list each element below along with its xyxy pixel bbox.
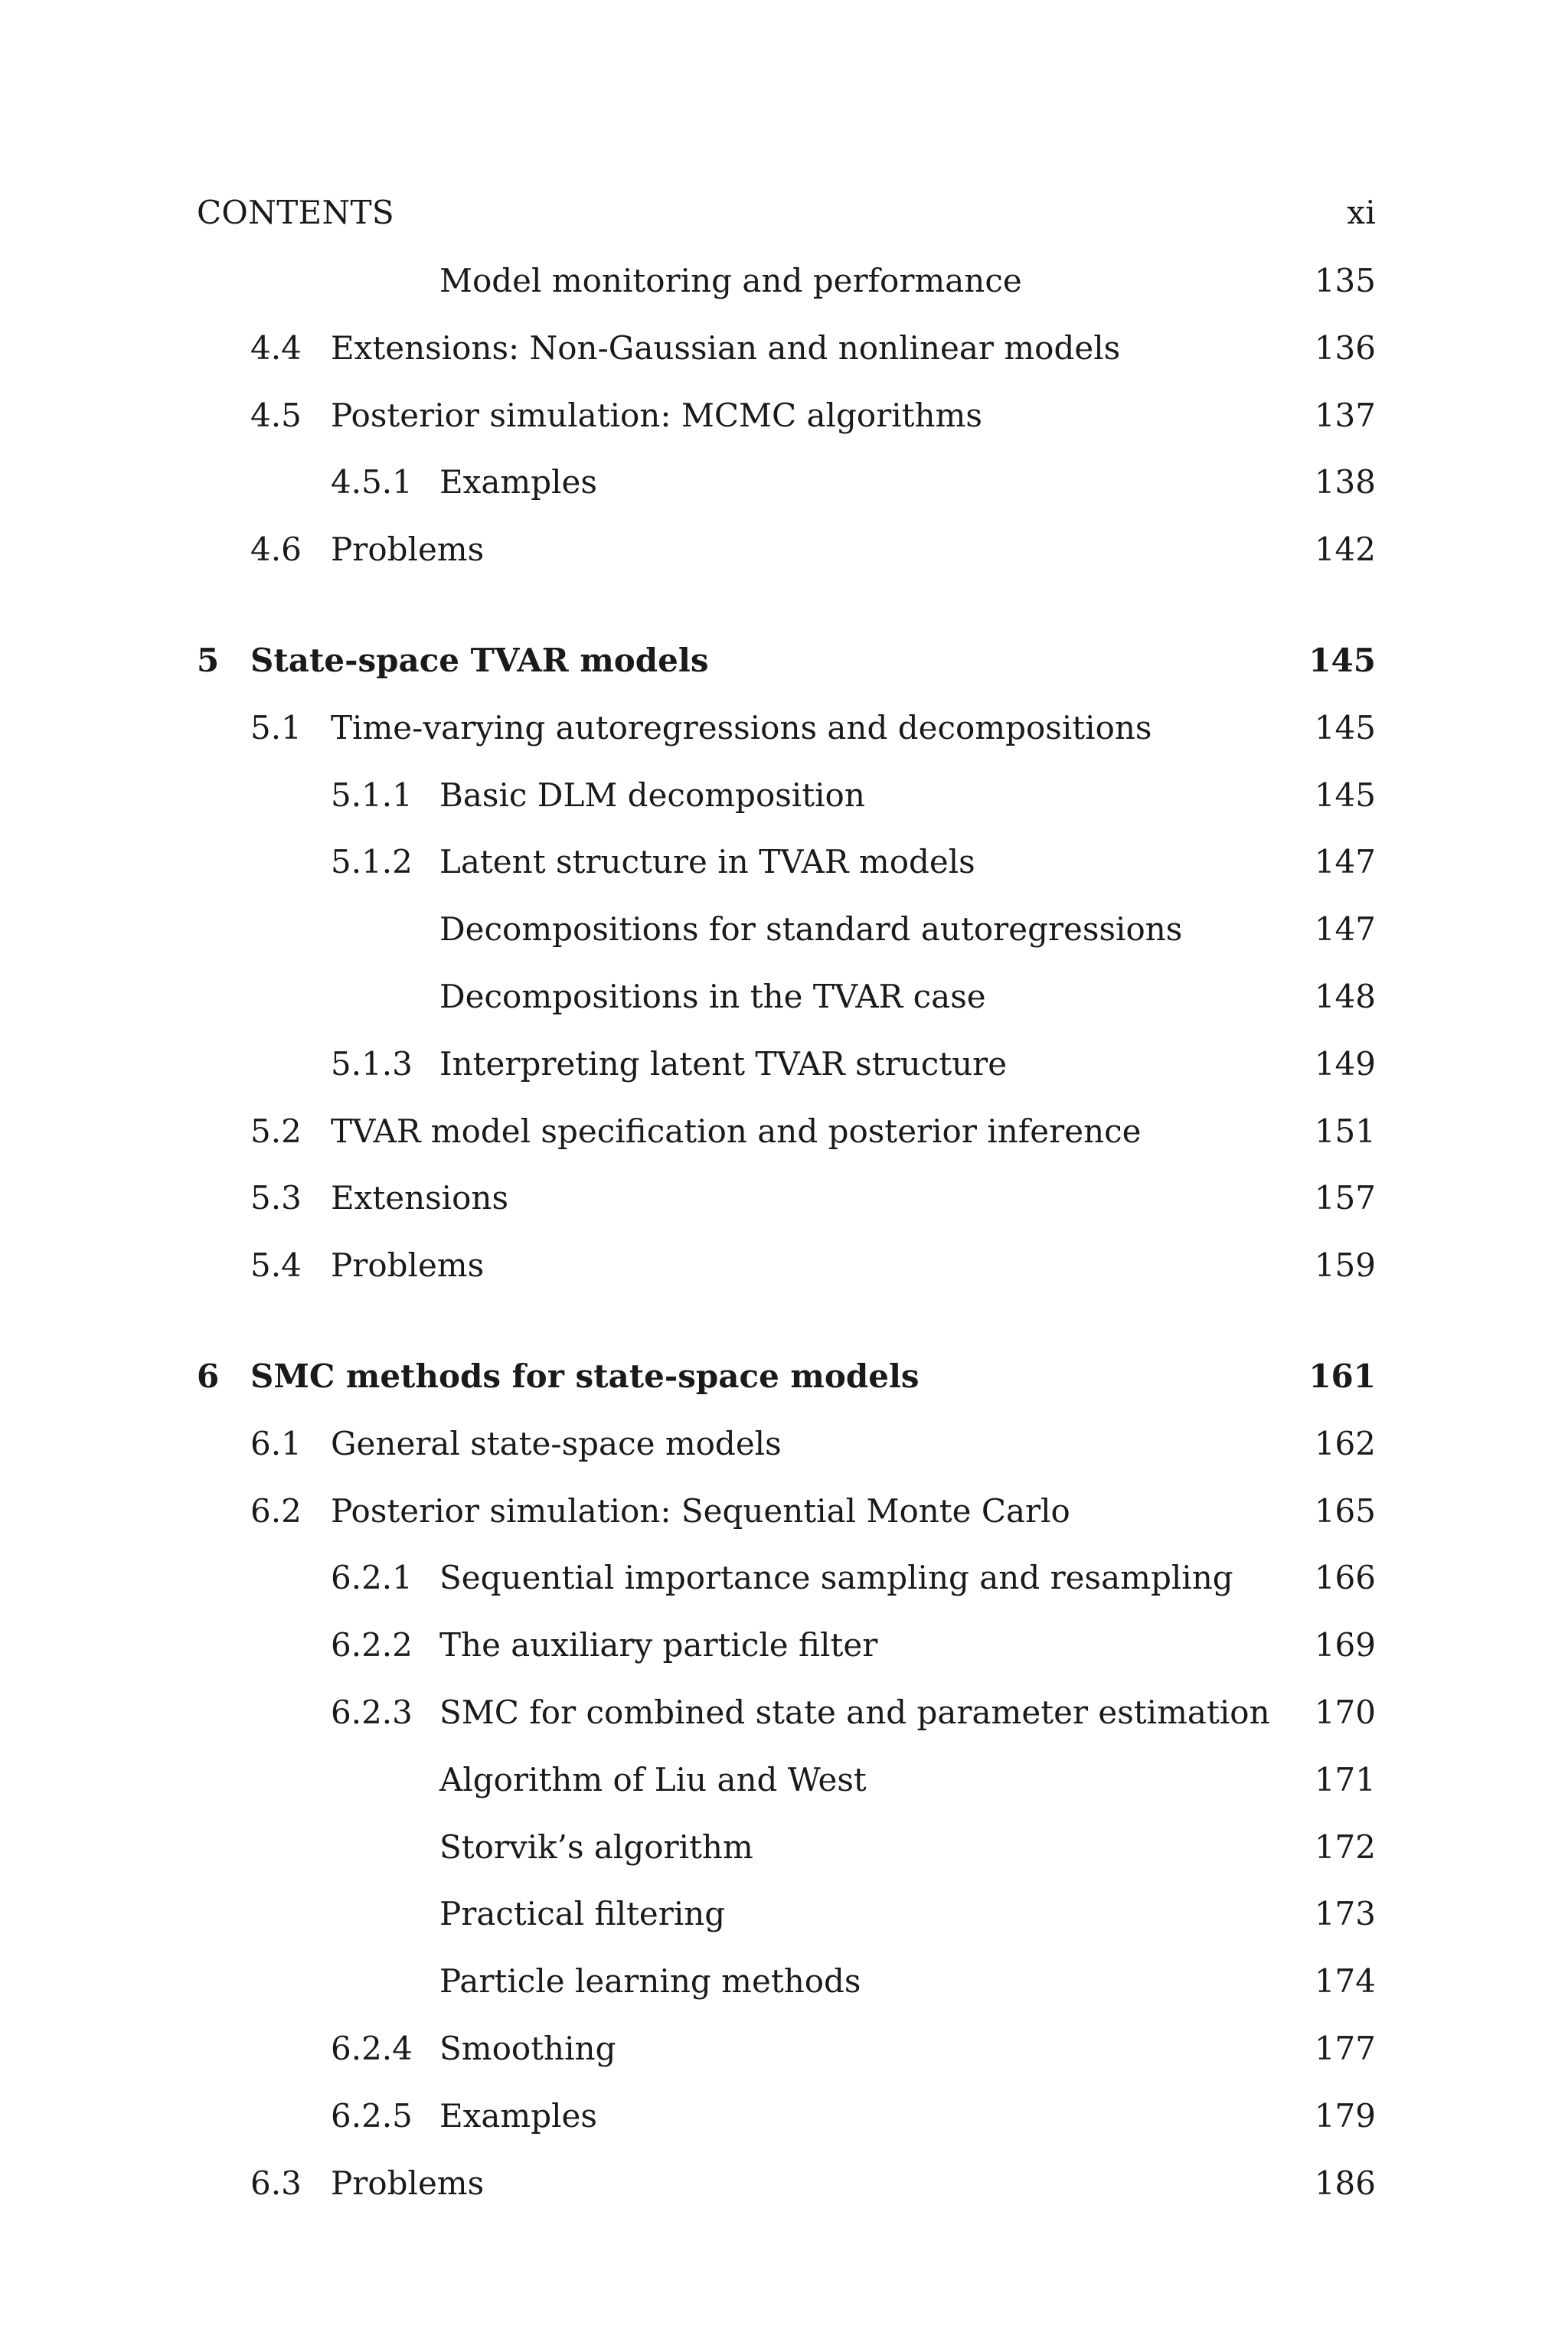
toc-paragraph-entry	[197, 974, 1376, 1020]
toc-entry-number: 5.3	[250, 1179, 302, 1217]
toc-entry-page-number: 149	[1314, 1045, 1376, 1083]
toc-entry-page-number: 171	[1314, 1761, 1376, 1798]
toc-entry-title: Extensions	[331, 1179, 509, 1217]
toc-subsection-entry	[197, 773, 1376, 818]
toc-chapter-entry	[197, 638, 1376, 684]
toc-entry-page-number: 186	[1314, 2164, 1376, 2202]
toc-entry-page-number: 172	[1314, 1828, 1376, 1866]
toc-entry-number: 6.3	[250, 2164, 302, 2202]
toc-entry-title: Practical filtering	[439, 1895, 726, 1932]
running-header-page-number: xi	[1347, 194, 1376, 231]
toc-subsection-entry	[197, 1555, 1376, 1601]
toc-entry-title: Extensions: Non-Gaussian and nonlinear models	[331, 329, 1121, 367]
toc-entry-title: Particle learning methods	[439, 1962, 861, 2000]
toc-entry-title: Time-varying autoregressions and decompositions	[331, 709, 1152, 746]
toc-paragraph-entry	[197, 1958, 1376, 2004]
toc-entry-page-number: 165	[1314, 1492, 1376, 1530]
toc-entry-title: Algorithm of Liu and West	[439, 1761, 867, 1798]
toc-entry-page-number: 161	[1308, 1357, 1376, 1395]
toc-entry-title: Examples	[439, 2097, 597, 2135]
toc-entry-page-number: 137	[1314, 397, 1376, 434]
toc-subsection-entry	[197, 459, 1376, 505]
toc-subsection-entry	[197, 1041, 1376, 1087]
toc-entry-page-number: 179	[1314, 2097, 1376, 2135]
toc-entry-page-number: 136	[1314, 329, 1376, 367]
toc-section-entry	[197, 527, 1376, 573]
toc-entry-number: 6.2	[250, 1492, 302, 1530]
toc-entry-page-number: 138	[1314, 463, 1376, 501]
toc-entry-number: 6.2.5	[331, 2097, 413, 2135]
toc-subsection-entry	[197, 1690, 1376, 1736]
running-header-title: CONTENTS	[197, 194, 394, 231]
toc-entry-title: SMC methods for state-space models	[250, 1357, 920, 1395]
toc-paragraph-entry	[197, 906, 1376, 952]
toc-entry-title: Posterior simulation: Sequential Monte Carlo	[331, 1492, 1070, 1530]
toc-entry-number: 6.2.3	[331, 1694, 413, 1731]
toc-entry-page-number: 162	[1314, 1425, 1376, 1462]
toc-entry-title: Problems	[331, 2164, 485, 2202]
toc-entry-title: TVAR model specification and posterior inference	[331, 1112, 1142, 1150]
toc-entry-page-number: 147	[1314, 910, 1376, 948]
toc-entry-number: 6.2.2	[331, 1626, 413, 1664]
toc-entry-page-number: 177	[1314, 2030, 1376, 2067]
toc-entry-page-number: 142	[1314, 531, 1376, 568]
running-header	[197, 190, 1376, 236]
toc-entry-title: Posterior simulation: MCMC algorithms	[331, 397, 982, 434]
toc-entry-title: General state-space models	[331, 1425, 782, 1462]
toc-paragraph-entry	[197, 1824, 1376, 1870]
toc-entry-number: 5	[197, 642, 220, 679]
toc-entry-page-number: 145	[1308, 642, 1376, 679]
toc-entry-title: State-space TVAR models	[250, 642, 709, 679]
toc-entry-page-number: 159	[1314, 1246, 1376, 1284]
toc-entry-title: Smoothing	[439, 2030, 616, 2067]
toc-entry-number: 5.2	[250, 1112, 302, 1150]
toc-entry-number: 5.1.2	[331, 843, 413, 880]
toc-entry-page-number: 135	[1314, 262, 1376, 299]
toc-entry-page-number: 166	[1314, 1559, 1376, 1596]
toc-entry-number: 6.2.1	[331, 1559, 413, 1596]
toc-paragraph-entry	[197, 258, 1376, 304]
toc-section-entry	[197, 325, 1376, 371]
toc-entry-page-number: 145	[1314, 776, 1376, 814]
toc-section-entry	[197, 1175, 1376, 1221]
toc-entry-page-number: 174	[1314, 1962, 1376, 2000]
toc-entry-number: 4.6	[250, 531, 302, 568]
toc-paragraph-entry	[197, 1757, 1376, 1803]
toc-entry-page-number: 145	[1314, 709, 1376, 746]
toc-subsection-entry	[197, 1622, 1376, 1668]
toc-entry-title: Model monitoring and performance	[439, 262, 1022, 299]
toc-subsection-entry	[197, 2026, 1376, 2072]
toc-section-entry	[197, 705, 1376, 751]
toc-entry-title: Problems	[331, 1246, 485, 1284]
toc-entry-page-number: 148	[1314, 978, 1376, 1015]
toc-entry-title: Interpreting latent TVAR structure	[439, 1045, 1008, 1083]
toc-entry-title: The auxiliary particle filter	[439, 1626, 878, 1664]
toc-entry-number: 5.1.1	[331, 776, 413, 814]
toc-entry-number: 5.1.3	[331, 1045, 413, 1083]
toc-section-entry	[197, 1488, 1376, 1534]
toc-entry-number: 5.1	[250, 709, 302, 746]
toc-entry-title: Sequential importance sampling and resampling	[439, 1559, 1233, 1596]
toc-paragraph-entry	[197, 1891, 1376, 1937]
toc-entry-page-number: 170	[1314, 1694, 1376, 1731]
toc-entry-page-number: 169	[1314, 1626, 1376, 1664]
toc-entry-page-number: 147	[1314, 843, 1376, 880]
toc-section-entry	[197, 1421, 1376, 1467]
toc-entry-title: Problems	[331, 531, 485, 568]
toc-entry-page-number: 173	[1314, 1895, 1376, 1932]
toc-subsection-entry	[197, 2093, 1376, 2139]
toc-chapter-entry	[197, 1354, 1376, 1400]
toc-entry-number: 6.2.4	[331, 2030, 413, 2067]
toc-entry-title: Examples	[439, 463, 597, 501]
toc-entry-title: Storvik’s algorithm	[439, 1828, 753, 1866]
toc-entry-number: 5.4	[250, 1246, 302, 1284]
toc-subsection-entry	[197, 839, 1376, 885]
toc-entry-number: 4.4	[250, 329, 302, 367]
toc-entry-page-number: 151	[1314, 1112, 1376, 1150]
toc-entry-title: Latent structure in TVAR models	[439, 843, 975, 880]
toc-entry-title: Decompositions for standard autoregressions	[439, 910, 1183, 948]
toc-section-entry	[197, 393, 1376, 439]
toc-entry-number: 4.5	[250, 397, 302, 434]
toc-entry-page-number: 157	[1314, 1179, 1376, 1217]
toc-entry-title: Basic DLM decomposition	[439, 776, 865, 814]
toc-section-entry	[197, 2161, 1376, 2207]
toc-section-entry	[197, 1109, 1376, 1155]
toc-entry-number: 6.1	[250, 1425, 302, 1462]
toc-entry-title: Decompositions in the TVAR case	[439, 978, 986, 1015]
toc-section-entry	[197, 1243, 1376, 1289]
toc-entry-title: SMC for combined state and parameter estimation	[439, 1694, 1270, 1731]
toc-entry-number: 4.5.1	[331, 463, 413, 501]
toc-entry-number: 6	[197, 1357, 220, 1395]
